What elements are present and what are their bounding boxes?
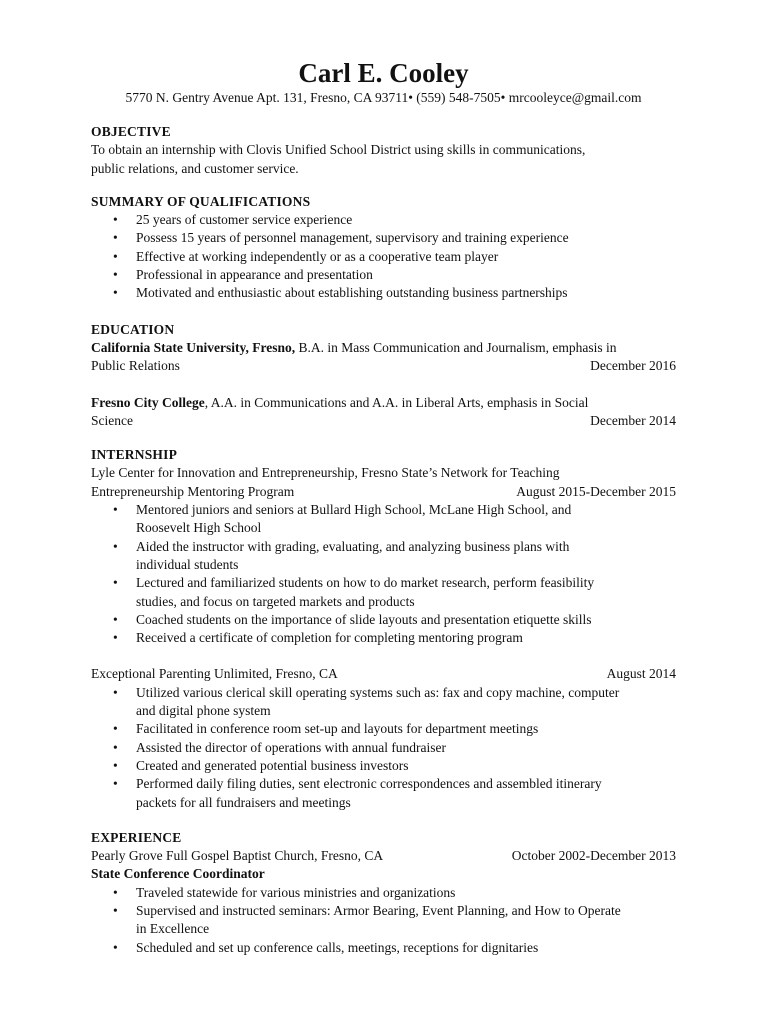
education-heading: EDUCATION xyxy=(91,321,175,337)
list-item: • Performed daily filing duties, sent electronic correspondences and assembled itinerary packets for all fundraisers and meetings xyxy=(113,776,602,810)
bullet: • xyxy=(113,212,118,228)
date: December 2014 xyxy=(590,412,676,428)
list-item: • Coached students on the importance of slide layouts and presentation etiquette skills xyxy=(113,611,592,627)
org-name: Exceptional Parenting Unlimited, Fresno, CA xyxy=(91,666,338,682)
summary-list xyxy=(91,211,676,302)
org-name: Entrepreneurship Mentoring Program xyxy=(91,483,295,499)
resume-page xyxy=(91,58,676,957)
bullet: • xyxy=(113,285,118,301)
school-name: California State University, Fresno, xyxy=(91,339,296,355)
objective-line: public relations, and customer service. xyxy=(91,160,299,176)
internship-list xyxy=(91,684,676,812)
objective-heading: OBJECTIVE xyxy=(91,124,171,139)
bullet: • xyxy=(113,267,118,283)
resume-name: Carl E. Cooley xyxy=(298,58,469,88)
internship-section xyxy=(91,446,676,812)
list-item: • 25 years of customer service experience xyxy=(91,211,676,229)
list-item: • Lectured and familiarized students on how to do market research, perform feasibility studies, and focus on targeted markets and products xyxy=(113,575,595,609)
list-item: • Created and generated potential business investors xyxy=(113,757,409,773)
date: October 2002-December 2013 xyxy=(511,848,676,864)
list-item: • Assisted the director of operations with annual fundraiser xyxy=(113,739,447,755)
objective-line: To obtain an internship with Clovis Unified School District using skills in communications, xyxy=(91,142,586,158)
list-item: • Aided the instructor with grading, evaluating, and analyzing business plans with individual students xyxy=(113,538,570,572)
list-item: • Effective at working independently or as a cooperative team player xyxy=(91,248,676,266)
education-section: EDUCATION California State University, Fresno, B.A. in Mass Communication and Journalism, emphasis in Public Relations December 2016 Fresno City College, A.A. in Communications and A.A. in Liberal Arts, emphasis in Social Science December 2014 xyxy=(91,321,676,430)
date: August 2014 xyxy=(606,666,676,682)
date: August 2015-December 2015 xyxy=(516,483,676,499)
contact-line: 5770 N. Gentry Avenue Apt. 131, Fresno, CA 93711• (559) 548-7505• mrcooleyce@gmail.com xyxy=(125,90,642,105)
bullet: • xyxy=(113,230,118,246)
school-name: Fresno City College xyxy=(91,394,205,410)
list-item: • Scheduled and set up conference calls, meetings, receptions for dignitaries xyxy=(113,939,539,955)
list-item: • Utilized various clerical skill operating systems such as: fax and copy machine, computer and digital phone system xyxy=(113,684,620,719)
education-entry: Fresno City College, A.A. in Communications and A.A. in Liberal Arts, emphasis in Social xyxy=(91,394,589,410)
objective-section xyxy=(91,123,676,178)
list-item: • Motivated and enthusiastic about establishing outstanding business partnerships xyxy=(91,284,676,302)
list-item: • Facilitated in conference room set-up and layouts for department meetings xyxy=(113,721,539,737)
org-name: Pearly Grove Full Gospel Baptist Church, Fresno, CA xyxy=(91,848,384,864)
experience-list xyxy=(91,884,676,957)
list-item: • Possess 15 years of personnel management, supervisory and training experience xyxy=(91,229,676,247)
experience-section xyxy=(91,829,676,957)
list-item: • Traveled statewide for various ministries and organizations xyxy=(113,884,456,900)
list-item: • Supervised and instructed seminars: Armor Bearing, Event Planning, and How to Operate in Excellence xyxy=(113,902,621,937)
org-name: Lyle Center for Innovation and Entrepreneurship, Fresno State’s Network for Teaching xyxy=(91,465,560,481)
list-item: • Mentored juniors and seniors at Bullard High School, McLane High School, and Roosevelt High School xyxy=(113,502,572,536)
education-entry: California State University, Fresno, B.A. in Mass Communication and Journalism, emphasis in xyxy=(91,339,617,355)
list-item: • Received a certificate of completion for completing mentoring program xyxy=(113,630,523,646)
summary-heading: SUMMARY OF QUALIFICATIONS xyxy=(91,193,311,209)
job-title: State Conference Coordinator xyxy=(91,866,265,882)
internship-heading: INTERNSHIP xyxy=(91,447,178,463)
summary-section xyxy=(91,193,676,303)
date: December 2016 xyxy=(590,358,676,374)
bullet: • xyxy=(113,248,118,264)
list-item: • Professional in appearance and presentation xyxy=(91,266,676,284)
internship-list xyxy=(91,501,676,647)
experience-heading: EXPERIENCE xyxy=(91,829,182,845)
